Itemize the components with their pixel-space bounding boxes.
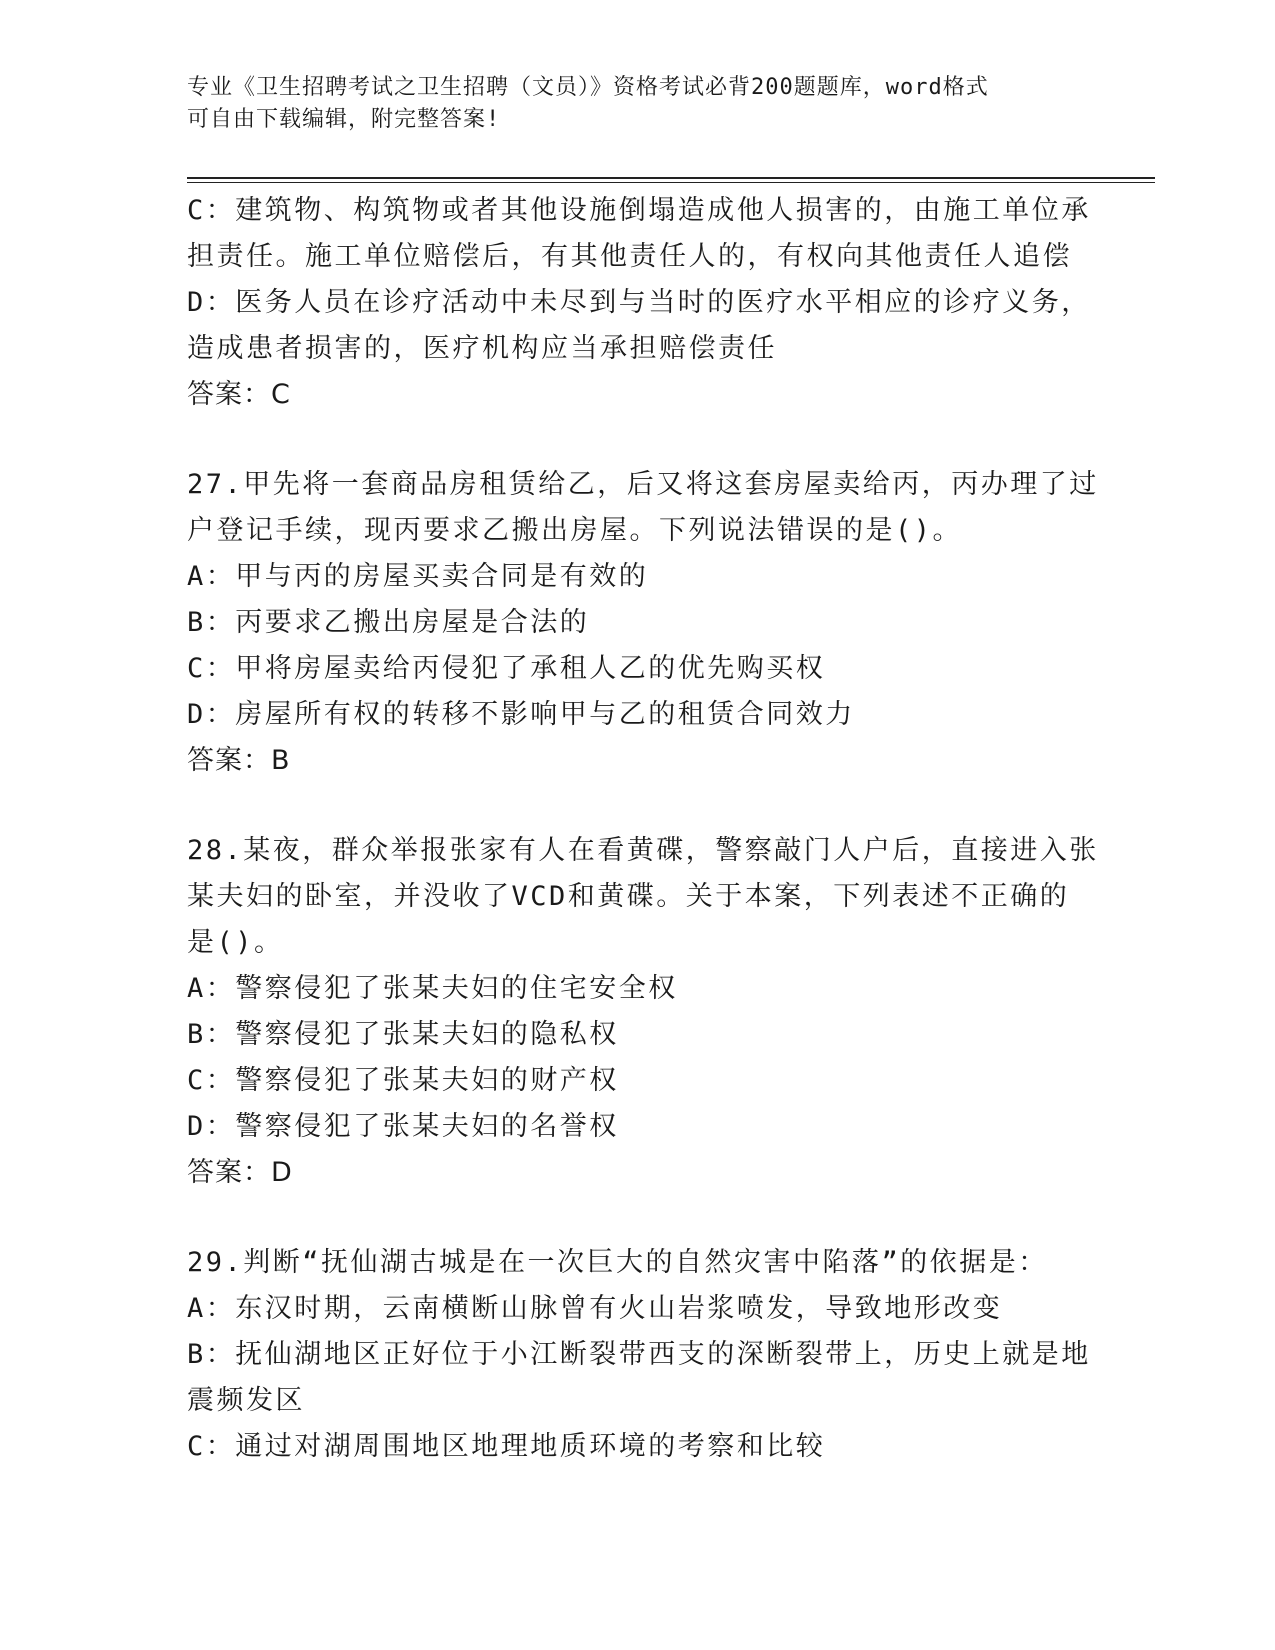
document-header xyxy=(187,72,1087,136)
header-rule-thick xyxy=(187,177,1155,179)
spacer xyxy=(187,1196,1087,1240)
option-d: D：警察侵犯了张某夫妇的名誉权 xyxy=(187,1111,619,1142)
question-stem-line-3: 是()。 xyxy=(187,927,284,958)
option-d: D：房屋所有权的转移不影响甲与乙的租赁合同效力 xyxy=(187,699,855,730)
document-body xyxy=(187,188,1099,1470)
option-a: A：东汉时期，云南横断山脉曾有火山岩浆喷发，导致地形改变 xyxy=(187,1293,1003,1324)
option-a: A：甲与丙的房屋买卖合同是有效的 xyxy=(187,561,649,592)
option-b: B：丙要求乙搬出房屋是合法的 xyxy=(187,607,590,638)
option-b: B：警察侵犯了张某夫妇的隐私权 xyxy=(187,1019,619,1050)
answer-line: 答案：D xyxy=(187,1157,293,1188)
option-c: C：通过对湖周围地区地理地质环境的考察和比较 xyxy=(187,1431,826,1462)
question-stem-line-2: 户登记手续，现丙要求乙搬出房屋。下列说法错误的是()。 xyxy=(187,515,963,546)
spacer xyxy=(187,784,1087,828)
question-28 xyxy=(187,828,1099,1196)
header-rule-thin xyxy=(187,182,1155,183)
header-title-line-1: 专业《卫生招聘考试之卫生招聘（文员）》资格考试必背200题题库，word格式 xyxy=(187,75,989,100)
spacer xyxy=(187,418,1087,462)
option-d-line-1: D：医务人员在诊疗活动中未尽到与当时的医疗水平相应的诊疗义务， xyxy=(187,287,1091,318)
option-b-line-1: B：抚仙湖地区正好位于小江断裂带西支的深断裂带上，历史上就是地 xyxy=(187,1339,1091,1370)
option-a: A：警察侵犯了张某夫妇的住宅安全权 xyxy=(187,973,678,1004)
answer-line: 答案：C xyxy=(187,379,291,410)
answer-line: 答案：B xyxy=(187,745,291,776)
question-27 xyxy=(187,462,1099,784)
question-26-continued xyxy=(187,188,1091,418)
option-c: C：警察侵犯了张某夫妇的财产权 xyxy=(187,1065,619,1096)
question-stem-line-2: 某夫妇的卧室，并没收了VCD和黄碟。关于本案，下列表述不正确的 xyxy=(187,881,1070,912)
question-29 xyxy=(187,1240,1091,1470)
option-b-line-2: 震频发区 xyxy=(187,1385,305,1416)
question-stem-line-1: 27.甲先将一套商品房租赁给乙，后又将这套房屋卖给丙，丙办理了过 xyxy=(187,469,1099,500)
option-c-line-1: C：建筑物、构筑物或者其他设施倒塌造成他人损害的，由施工单位承 xyxy=(187,195,1091,226)
header-title-line-2: 可自由下载编辑，附完整答案! xyxy=(187,107,501,132)
question-stem-line-1: 28.某夜，群众举报张家有人在看黄碟，警察敲门人户后，直接进入张 xyxy=(187,835,1099,866)
option-c-line-2: 担责任。施工单位赔偿后，有其他责任人的，有权向其他责任人追偿 xyxy=(187,241,1072,272)
option-d-line-2: 造成患者损害的，医疗机构应当承担赔偿责任 xyxy=(187,333,777,364)
question-stem-line-1: 29.判断“抚仙湖古城是在一次巨大的自然灾害中陷落”的依据是： xyxy=(187,1247,1048,1278)
option-c: C：甲将房屋卖给丙侵犯了承租人乙的优先购买权 xyxy=(187,653,826,684)
